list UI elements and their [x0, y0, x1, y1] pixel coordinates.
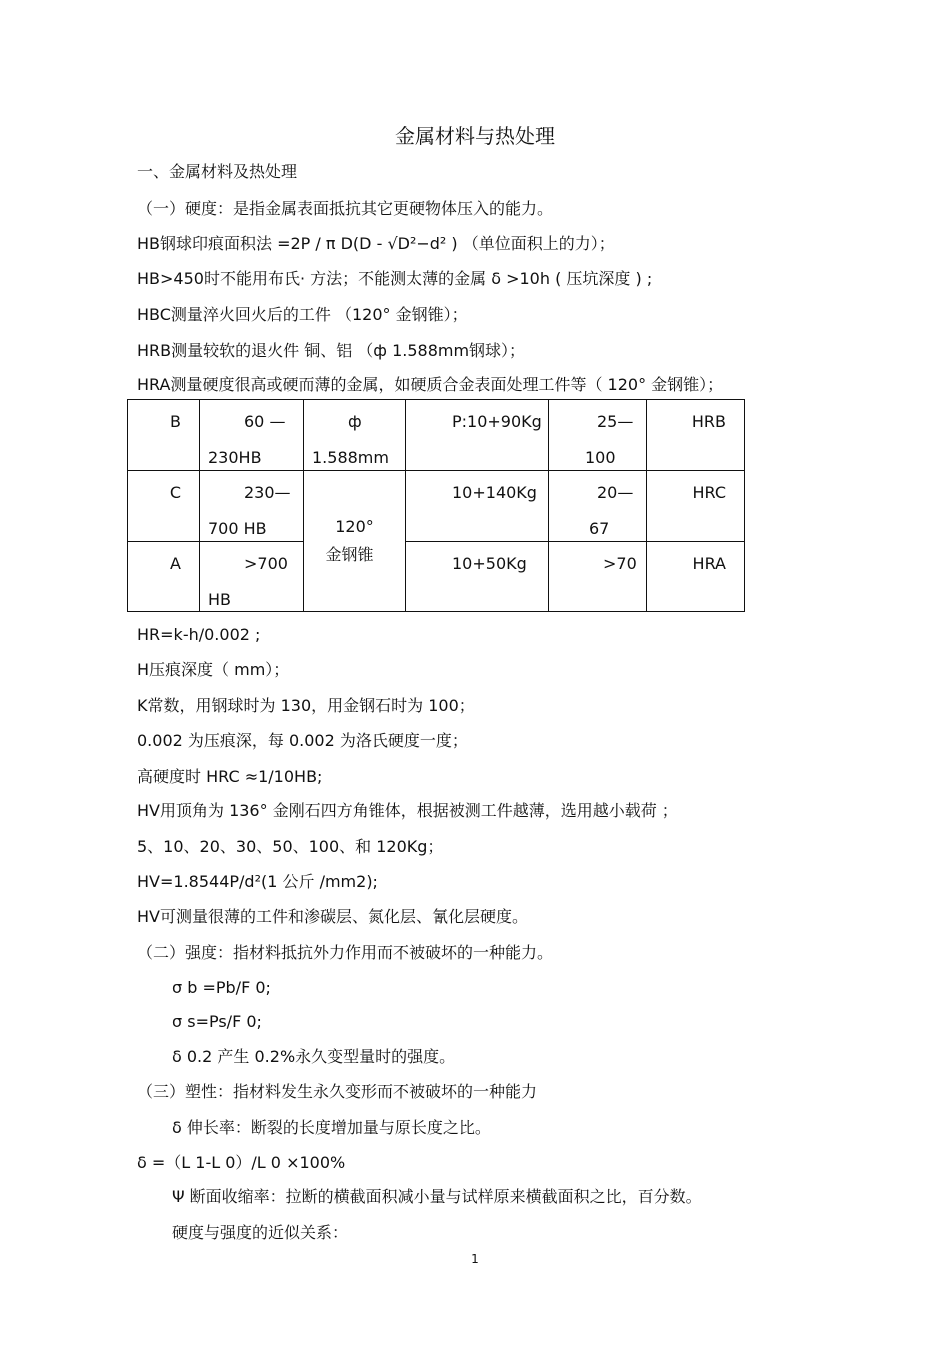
hr-line-3: K常数，用钢球时为 130，用金钢石时为 100； — [137, 696, 475, 715]
table-row — [128, 471, 745, 542]
hv-line-1: HV用顶角为 136° 金刚石四方角锥体，根据被测工件越薄，选用越小载荷 ； — [137, 801, 678, 820]
scale-cell: B — [128, 400, 200, 471]
hv-line-4: HV可测量很薄的工件和渗碳层、氮化层、氰化层硬度。 — [137, 907, 528, 926]
delta02-line: δ 0.2 产生 0.2%永久变型量时的强度。 — [172, 1047, 456, 1066]
elongation-line: δ 伸长率：断裂的长度增加量与原长度之比。 — [172, 1118, 491, 1137]
value-cell: 20— 67 — [549, 471, 647, 542]
relation-line: 硬度与强度的近似关系： — [172, 1223, 349, 1242]
hbc-line: HBC测量淬火回火后的工件 （120° 金钢锥）； — [137, 305, 468, 324]
hv-line-2: 5、10、20、30、50、100、和 120Kg； — [137, 837, 444, 856]
shared-indenter-cell: 120° 金钢锥 — [304, 471, 406, 612]
value-cell: >70 — [549, 542, 647, 612]
hv-line-3: HV=1.8544P/d²(1 公斤 /mm2); — [137, 872, 378, 891]
scale-cell: A — [128, 542, 200, 612]
load-cell: P:10+90Kg — [406, 400, 549, 471]
hardness-heading: （一）硬度：是指金属表面抵抗其它更硬物体压入的能力。 — [137, 199, 554, 218]
page-title: 金属材料与热处理 — [395, 124, 555, 148]
hr-line-2: H压痕深度（ mm）； — [137, 660, 290, 679]
hr-line-1: HR=k-h/0.002 ; — [137, 625, 261, 644]
value-cell: 25— 100 — [549, 400, 647, 471]
hardness-table — [127, 399, 745, 612]
sigma-b-line: σ b =Pb/F 0; — [172, 978, 271, 997]
page-number: 1 — [471, 1252, 479, 1266]
hb-limit-line: HB>450时不能用布氏· 方法；不能测太薄的金属 δ >10h ( 压坑深度 ) ; — [137, 269, 653, 288]
psi-line: Ψ 断面收缩率：拉断的横截面积减小量与试样原来横截面积之比，百分数。 — [172, 1187, 702, 1206]
range-cell: 60 — 230HB — [200, 400, 304, 471]
sigma-s-line: σ s=Ps/F 0; — [172, 1012, 262, 1031]
hra-line: HRA测量硬度很高或硬而薄的金属，如硬质合金表面处理工件等（ 120° 金钢锥）； — [137, 375, 724, 394]
indenter-cell: ф 1.588mm — [304, 400, 406, 471]
scale-cell: C — [128, 471, 200, 542]
strength-heading: （二）强度：指材料抵抗外力作用而不被破坏的一种能力。 — [137, 943, 554, 962]
name-cell: HRA — [647, 542, 745, 612]
load-cell: 10+50Kg — [406, 542, 549, 612]
range-cell: 230— 700 HB — [200, 471, 304, 542]
load-cell: 10+140Kg — [406, 471, 549, 542]
elongation-formula: δ =（L 1-L 0）/L 0 ×100% — [137, 1153, 346, 1172]
range-cell: >700 HB — [200, 542, 304, 612]
section-heading: 一、金属材料及热处理 — [137, 162, 298, 181]
table-row — [128, 542, 745, 612]
plasticity-heading: （三）塑性：指材料发生永久变形而不被破坏的一种能力 — [137, 1082, 538, 1101]
hr-line-4: 0.002 为压痕深，每 0.002 为洛氏硬度一度； — [137, 731, 468, 750]
name-cell: HRC — [647, 471, 745, 542]
hb-formula-line: HB钢球印痕面积法 =2P / π D(D - √D²−d² ) （单位面积上的力）； — [137, 234, 615, 253]
hr-line-5: 高硬度时 HRC ≈1/10HB; — [137, 767, 323, 786]
table-row — [128, 400, 745, 471]
name-cell: HRB — [647, 400, 745, 471]
hrb-line: HRB测量较软的退火件 铜、铝 （ф 1.588mm钢球）； — [137, 341, 526, 360]
